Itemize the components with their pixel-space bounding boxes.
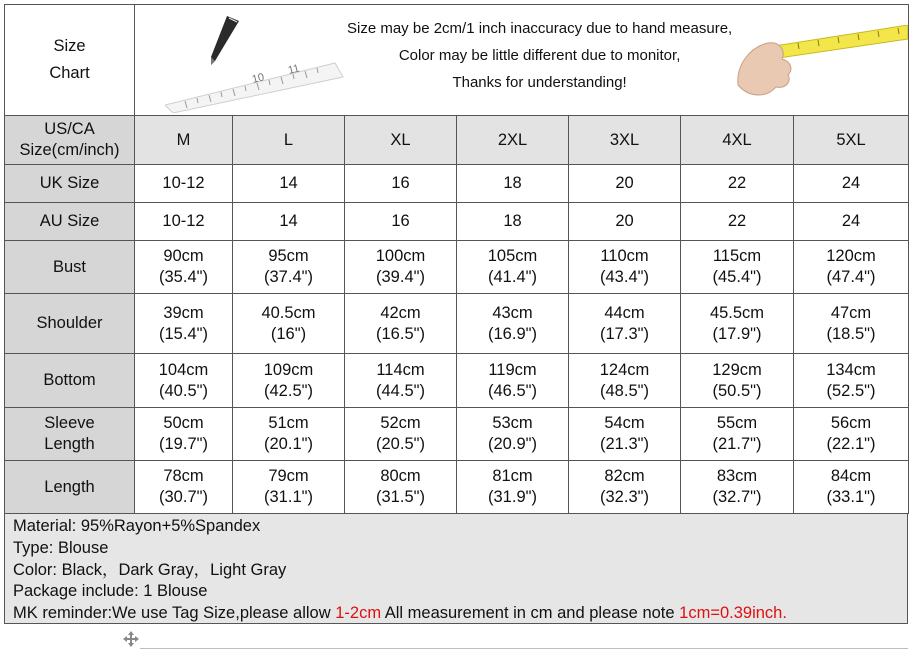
cm-value: 78cm <box>163 467 204 485</box>
cm-value: 134cm <box>826 360 876 379</box>
cm-value: 55cm <box>716 414 758 432</box>
size-header-line-2: Size(cm/inch) <box>19 141 120 159</box>
inch-value: (16") <box>270 324 307 343</box>
reminder-highlight-1: 1-2cm <box>335 604 382 623</box>
measurement-cell <box>569 408 681 461</box>
cm-value: 50cm <box>163 414 204 432</box>
au-size-cell: 22 <box>681 203 794 241</box>
cm-value: 44cm <box>604 303 645 322</box>
measurement-label-line-1: Sleeve <box>44 414 95 432</box>
inch-value: (20.9") <box>488 435 537 453</box>
measurement-cell <box>457 241 569 294</box>
measurement-label-line-1: Bottom <box>43 371 96 389</box>
inch-value: (41.4") <box>488 268 537 286</box>
hand-tape-measure-icon <box>728 25 908 105</box>
measurement-label <box>5 461 135 514</box>
inch-value: (16.9") <box>488 324 537 343</box>
note-line: Thanks for understanding! <box>452 74 627 91</box>
cm-value: 129cm <box>712 360 762 379</box>
cm-value: 53cm <box>492 414 533 432</box>
measurement-cell <box>794 461 909 514</box>
measurement-label <box>5 354 135 408</box>
size-header-row <box>5 116 909 165</box>
measurement-label-line-1: Length <box>44 477 95 496</box>
measurement-cell <box>794 241 909 294</box>
reminder-part-2: All measurement in cm and please note <box>381 604 680 623</box>
cm-value: 40.5cm <box>261 303 316 322</box>
measurement-cell <box>794 408 909 461</box>
measurement-cell <box>569 241 681 294</box>
cm-value: 83cm <box>716 467 758 485</box>
cm-value: 81cm <box>492 467 533 485</box>
measurement-cell <box>135 241 233 294</box>
au-size-row <box>5 203 909 241</box>
inch-value: (32.7") <box>712 488 762 506</box>
inch-value: (17.3") <box>600 324 649 343</box>
cm-value: 42cm <box>380 303 421 322</box>
measurement-label <box>5 408 135 461</box>
measurement-cell <box>569 461 681 514</box>
note-line: Size may be 2cm/1 inch inaccuracy due to hand measure, <box>347 20 733 37</box>
cm-value: 95cm <box>268 247 309 265</box>
size-cell: XL <box>345 116 457 165</box>
inch-value: (31.5") <box>376 488 425 506</box>
uk-size-label: UK Size <box>5 165 135 203</box>
cm-value: 120cm <box>826 247 876 265</box>
inch-value: (32.3") <box>600 488 649 506</box>
reminder-highlight-2: 1cm=0.39inch. <box>679 604 787 623</box>
cm-value: 109cm <box>263 360 314 379</box>
inch-value: (48.5") <box>600 381 649 400</box>
inch-value: (22.1") <box>826 435 876 453</box>
measurement-label <box>5 294 135 354</box>
measurement-cell <box>457 408 569 461</box>
measurement-row <box>5 461 909 514</box>
inch-value: (42.5") <box>264 381 313 400</box>
measurement-cell <box>681 408 794 461</box>
cm-value: 115cm <box>712 247 762 265</box>
cm-value: 124cm <box>599 360 650 379</box>
au-size-label: AU Size <box>5 203 135 241</box>
inch-value: (47.4") <box>826 268 876 286</box>
au-size-cell: 14 <box>233 203 345 241</box>
ruler-number-10: 10 <box>250 71 266 86</box>
inch-value: (18.5") <box>826 324 876 343</box>
cm-value: 114cm <box>376 360 425 379</box>
title-line-2: Chart <box>49 64 90 82</box>
product-info <box>4 514 908 624</box>
uk-size-cell: 22 <box>681 165 794 203</box>
inch-value: (40.5") <box>159 381 208 400</box>
au-size-cell: 10-12 <box>135 203 233 241</box>
cm-value: 84cm <box>830 467 872 485</box>
measurement-cell <box>233 294 345 354</box>
cm-value: 43cm <box>492 303 533 322</box>
measurement-cell <box>345 408 457 461</box>
pencil-ruler-icon <box>165 13 355 113</box>
inch-value: (17.9") <box>712 324 762 343</box>
inch-value: (31.1") <box>264 488 313 506</box>
uk-size-row <box>5 165 909 203</box>
cm-value: 90cm <box>163 247 204 265</box>
banner <box>135 5 908 115</box>
measurement-cell <box>681 294 794 354</box>
measurement-label-line-1: Shoulder <box>36 314 103 332</box>
measurement-row <box>5 241 909 294</box>
size-cell: M <box>135 116 233 165</box>
uk-size-cell: 16 <box>345 165 457 203</box>
uk-size-cell: 18 <box>457 165 569 203</box>
measurement-row <box>5 354 909 408</box>
type-text: Type: Blouse <box>13 538 109 557</box>
size-cell: 2XL <box>457 116 569 165</box>
reminder-part-1: MK reminder:We use Tag Size,please allow <box>13 604 336 623</box>
material-text: Material: 95%Rayon+5%Spandex <box>13 517 261 535</box>
inch-value: (21.7") <box>712 435 762 453</box>
measurement-row <box>5 294 909 354</box>
measurement-cell <box>345 354 457 408</box>
inch-value: (37.4") <box>264 268 313 286</box>
move-arrows-icon[interactable] <box>122 630 140 648</box>
measurement-cell <box>569 354 681 408</box>
measurement-cell <box>794 294 909 354</box>
measurement-cell <box>345 241 457 294</box>
measurement-cell <box>135 408 233 461</box>
color-text: Color: Black，Dark Gray，Light Gray <box>13 560 287 579</box>
measurement-cell <box>681 354 794 408</box>
inch-value: (21.3") <box>600 435 649 453</box>
measurement-row <box>5 408 909 461</box>
inch-value: (31.9") <box>488 488 537 506</box>
inch-value: (39.4") <box>376 268 425 286</box>
measurement-cell <box>135 354 233 408</box>
au-size-cell: 24 <box>794 203 909 241</box>
measurement-cell <box>233 461 345 514</box>
package-text: Package include: 1 Blouse <box>13 582 208 601</box>
inch-value: (43.4") <box>600 268 649 286</box>
cm-value: 56cm <box>830 414 872 432</box>
divider-line <box>140 648 908 649</box>
inch-value: (46.5") <box>488 381 537 400</box>
ruler-number-11: 11 <box>286 62 301 77</box>
measurement-cell <box>345 461 457 514</box>
cm-value: 51cm <box>268 414 309 432</box>
uk-size-cell: 24 <box>794 165 909 203</box>
cm-value: 105cm <box>487 247 538 265</box>
cm-value: 79cm <box>268 467 309 485</box>
size-chart-title <box>5 5 135 116</box>
cm-value: 104cm <box>158 360 209 379</box>
measurement-cell <box>233 354 345 408</box>
measurement-cell <box>457 354 569 408</box>
size-header-line-1: US/CA <box>44 120 95 138</box>
cm-value: 47cm <box>830 303 872 322</box>
measurement-cell <box>681 241 794 294</box>
measurement-notes <box>347 15 732 96</box>
cm-value: 80cm <box>380 467 421 485</box>
measurement-label-line-1: Bust <box>52 257 87 276</box>
reminder-text <box>13 603 899 625</box>
au-size-cell: 16 <box>345 203 457 241</box>
size-cell: 5XL <box>794 116 909 165</box>
measurement-cell <box>457 294 569 354</box>
size-cell: L <box>233 116 345 165</box>
size-header-label <box>5 116 135 165</box>
cm-value: 82cm <box>604 467 645 485</box>
inch-value: (15.4") <box>159 324 208 343</box>
inch-value: (35.4") <box>159 268 208 286</box>
measurement-cell <box>135 294 233 354</box>
uk-size-cell: 10-12 <box>135 165 233 203</box>
cm-value: 110cm <box>600 247 649 265</box>
au-size-cell: 20 <box>569 203 681 241</box>
inch-value: (44.5") <box>376 381 425 400</box>
note-line: Color may be little different due to monitor, <box>398 47 681 64</box>
inch-value: (19.7") <box>159 435 208 453</box>
inch-value: (45.4") <box>712 268 762 286</box>
cm-value: 45.5cm <box>709 303 765 322</box>
cm-value: 54cm <box>604 414 645 432</box>
inch-value: (52.5") <box>826 381 876 400</box>
uk-size-cell: 20 <box>569 165 681 203</box>
banner-cell <box>135 5 909 116</box>
measurement-cell <box>569 294 681 354</box>
cm-value: 119cm <box>488 360 537 379</box>
measurement-cell <box>794 354 909 408</box>
measurement-cell <box>233 408 345 461</box>
cm-value: 39cm <box>163 303 204 322</box>
inch-value: (20.1") <box>264 435 313 453</box>
cm-value: 100cm <box>375 247 426 265</box>
inch-value: (30.7") <box>159 488 208 506</box>
title-line-1: Size <box>53 37 86 55</box>
au-size-cell: 18 <box>457 203 569 241</box>
measurement-label-line-2: Length <box>44 435 95 453</box>
cm-value: 52cm <box>380 414 421 432</box>
inch-value: (20.5") <box>376 435 425 453</box>
measurement-cell <box>233 241 345 294</box>
banner-row <box>5 5 909 116</box>
inch-value: (33.1") <box>826 488 876 506</box>
size-cell: 3XL <box>569 116 681 165</box>
uk-size-cell: 14 <box>233 165 345 203</box>
size-chart-table <box>4 4 909 514</box>
measurement-cell <box>457 461 569 514</box>
measurement-cell <box>681 461 794 514</box>
size-cell: 4XL <box>681 116 794 165</box>
inch-value: (16.5") <box>376 324 425 343</box>
measurement-cell <box>135 461 233 514</box>
measurement-cell <box>345 294 457 354</box>
inch-value: (50.5") <box>712 381 762 400</box>
measurement-label <box>5 241 135 294</box>
size-chart-sheet <box>4 4 908 624</box>
